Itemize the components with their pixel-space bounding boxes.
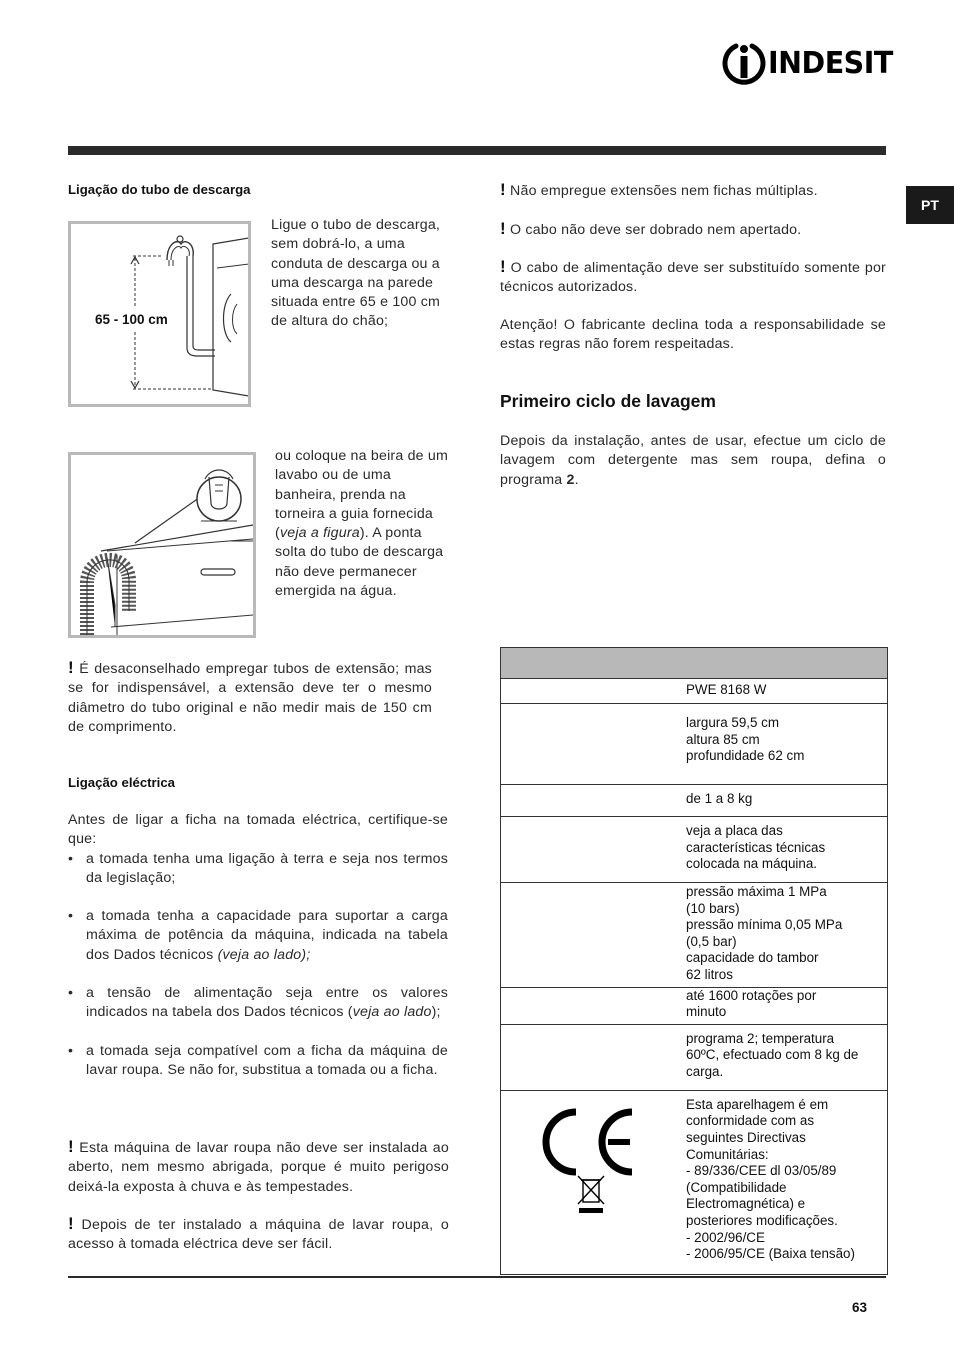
spec-line: características técnicas xyxy=(686,839,826,855)
spec-line: altura 85 cm xyxy=(686,731,760,747)
warning-text: O cabo não deve ser dobrado nem apertado. xyxy=(510,222,802,238)
warning-access-text: Depois de ter instalado a máquina de lavar roupa, o acesso à tomada eléctrica deve ser fácil. xyxy=(68,1217,449,1253)
spec-cell xyxy=(501,883,888,988)
warning-mark: ! xyxy=(68,1137,74,1156)
footer-rule xyxy=(68,1276,886,1278)
table-header-cell xyxy=(501,648,888,679)
warning-extension-text: É desaconselhado empregar tubos de extensão; mas se for indispensável, a extensão deve ter o mesmo diâmetro do tubo original e não medir mais de 150 cm de comprimento. xyxy=(68,661,432,735)
spec-line: colocada na máquina. xyxy=(686,856,818,872)
first-cycle-heading: Primeiro ciclo de lavagem xyxy=(500,391,716,411)
spec-line: Comunitárias: xyxy=(686,1146,769,1162)
warning-mark: ! xyxy=(500,257,506,276)
spec-line: programa 2; temperatura xyxy=(686,1030,835,1046)
warning-access xyxy=(68,1214,449,1255)
see-figure-ref: veja a figura xyxy=(279,525,360,542)
warning-outdoor-text: Esta máquina de lavar roupa não deve ser instalada ao aberto, nem mesmo abrigada, porque é muito perigoso deixá-la exposta à chuva e às tempestades. xyxy=(68,1140,449,1195)
warning-mark: ! xyxy=(500,219,506,238)
checklist-item xyxy=(68,907,448,965)
drain-instruction-1: Ligue o tubo de descarga, sem dobrá-lo, a uma conduta de descarga ou a uma descarga na parede situada entre 65 e 100 cm de altura do chão; xyxy=(271,217,441,330)
spec-line: de 1 a 8 kg xyxy=(686,791,753,806)
spec-cell xyxy=(501,785,888,817)
attention-note: Atenção! O fabricante declina toda a responsabilidade se estas regras não forem respeitadas. xyxy=(500,317,886,353)
spec-line: minuto xyxy=(686,1004,727,1020)
hose-guide-illustration xyxy=(71,455,253,635)
brand-name: INDESIT xyxy=(768,46,893,81)
indesit-logo-icon xyxy=(722,40,766,86)
warning-text: Não empregue extensões nem fichas múltiplas. xyxy=(510,183,818,199)
spec-line: capacidade do tambor xyxy=(686,950,819,966)
table-row xyxy=(501,704,888,785)
spec-line: carga. xyxy=(686,1063,724,1079)
language-tab: PT xyxy=(906,186,954,224)
drain-basin-figure xyxy=(68,452,256,638)
electrical-checklist xyxy=(68,850,448,1081)
drain-instruction-2 xyxy=(275,447,453,601)
spec-line: pressão mínima 0,05 MPa xyxy=(686,917,843,933)
table-row xyxy=(501,817,888,883)
spec-line: (Compatibilidade xyxy=(686,1179,787,1195)
drain-text-2a: ou coloque na beira de um lavabo ou de uma banheira, prenda na torneira a guia fornecida ( xyxy=(275,448,449,542)
spec-line: veja a placa das xyxy=(686,823,783,838)
indesit-logo xyxy=(722,40,893,86)
spec-line: 60ºC, efectuado com 8 kg de xyxy=(686,1047,859,1063)
first-cycle-text xyxy=(500,432,886,490)
table-header-row xyxy=(501,648,888,679)
checklist-text: a tensão de alimentação seja entre os valores indicados na tabela dos Dados técnicos ( xyxy=(86,985,448,1021)
drain-text-2b: ). A ponta solta do tubo de descarga não deve permanecer emergida na água. xyxy=(275,525,444,600)
warning-text: O cabo de alimentação deve ser substituído somente por técnicos autorizados. xyxy=(500,260,886,296)
table-row xyxy=(501,1024,888,1090)
warning-cable-bend xyxy=(500,219,886,240)
warning-extension xyxy=(68,658,432,737)
program-number: 2 xyxy=(566,471,575,488)
checklist-item xyxy=(68,1042,448,1081)
spec-line: conformidade com as xyxy=(686,1113,815,1129)
see-aside-ref: (veja ao lado); xyxy=(217,946,311,963)
spec-line: - 89/336/CEE dl 03/05/89 xyxy=(686,1163,837,1179)
table-row xyxy=(501,679,888,704)
spec-cell xyxy=(501,987,888,1024)
spec-line: (10 bars) xyxy=(686,900,740,916)
electrical-intro: Antes de ligar a ficha na tomada eléctrica, certifique-se que: xyxy=(68,812,448,848)
spec-cell xyxy=(501,679,888,704)
checklist-text: a tomada tenha uma ligação à terra e seja nos termos da legislação; xyxy=(86,850,448,886)
table-row xyxy=(501,785,888,817)
spec-line: Esta aparelhagem é em xyxy=(686,1096,829,1112)
checklist-item xyxy=(68,850,448,889)
spec-line: pressão máxima 1 MPa xyxy=(686,884,827,899)
spec-cell xyxy=(501,704,888,785)
spec-line: - 2002/96/CE xyxy=(686,1229,765,1245)
warning-cable-replace xyxy=(500,257,886,298)
height-range-label: 65 - 100 cm xyxy=(95,312,168,327)
see-aside-ref: veja ao lado xyxy=(352,1004,432,1021)
table-row xyxy=(501,987,888,1024)
spec-line: PWE 8168 W xyxy=(686,682,767,697)
weee-bin-icon xyxy=(574,1172,608,1216)
warning-mark: ! xyxy=(68,658,74,677)
first-cycle-text-b: . xyxy=(574,471,579,488)
spec-cell xyxy=(501,817,888,883)
checklist-text-end: ); xyxy=(431,1004,441,1021)
spec-line: posteriores modificações. xyxy=(686,1212,838,1228)
table-row xyxy=(501,883,888,988)
checklist-item xyxy=(68,984,448,1023)
spec-line: largura 59,5 cm xyxy=(686,715,780,730)
warning-mark: ! xyxy=(68,1214,74,1233)
spec-line: Electromagnética) e xyxy=(686,1196,806,1212)
spec-line: (0,5 bar) xyxy=(686,933,737,949)
electrical-section xyxy=(68,811,448,1099)
electrical-heading: Ligação eléctrica xyxy=(68,775,176,790)
checklist-text: a tomada seja compatível com a ficha da máquina de lavar roupa. Se não for, substitua a tomada ou a ficha. xyxy=(86,1042,448,1078)
warning-no-extensions xyxy=(500,180,886,201)
checklist-text: a tomada tenha a capacidade para suportar a carga máxima de potência da máquina, indicada na tabela dos Dados técnicos xyxy=(86,908,448,963)
first-cycle-text-a: Depois da instalação, antes de usar, efectue um ciclo de lavagem com detergente mas sem roupa, defina o programa xyxy=(500,433,886,488)
header-rule xyxy=(68,146,886,155)
spec-line: 62 litros xyxy=(686,966,733,982)
spec-cell xyxy=(501,1024,888,1090)
spec-line: - 2006/95/CE (Baixa tensão) xyxy=(686,1246,855,1262)
warning-outdoor xyxy=(68,1137,449,1197)
drain-heading: Ligação do tubo de descarga xyxy=(68,182,251,197)
spec-line: até 1600 rotações por xyxy=(686,987,817,1003)
warning-mark: ! xyxy=(500,180,506,199)
page-number: 63 xyxy=(852,1300,868,1315)
spec-line: seguintes Directivas xyxy=(686,1129,806,1145)
spec-line: profundidade 62 cm xyxy=(686,748,805,764)
